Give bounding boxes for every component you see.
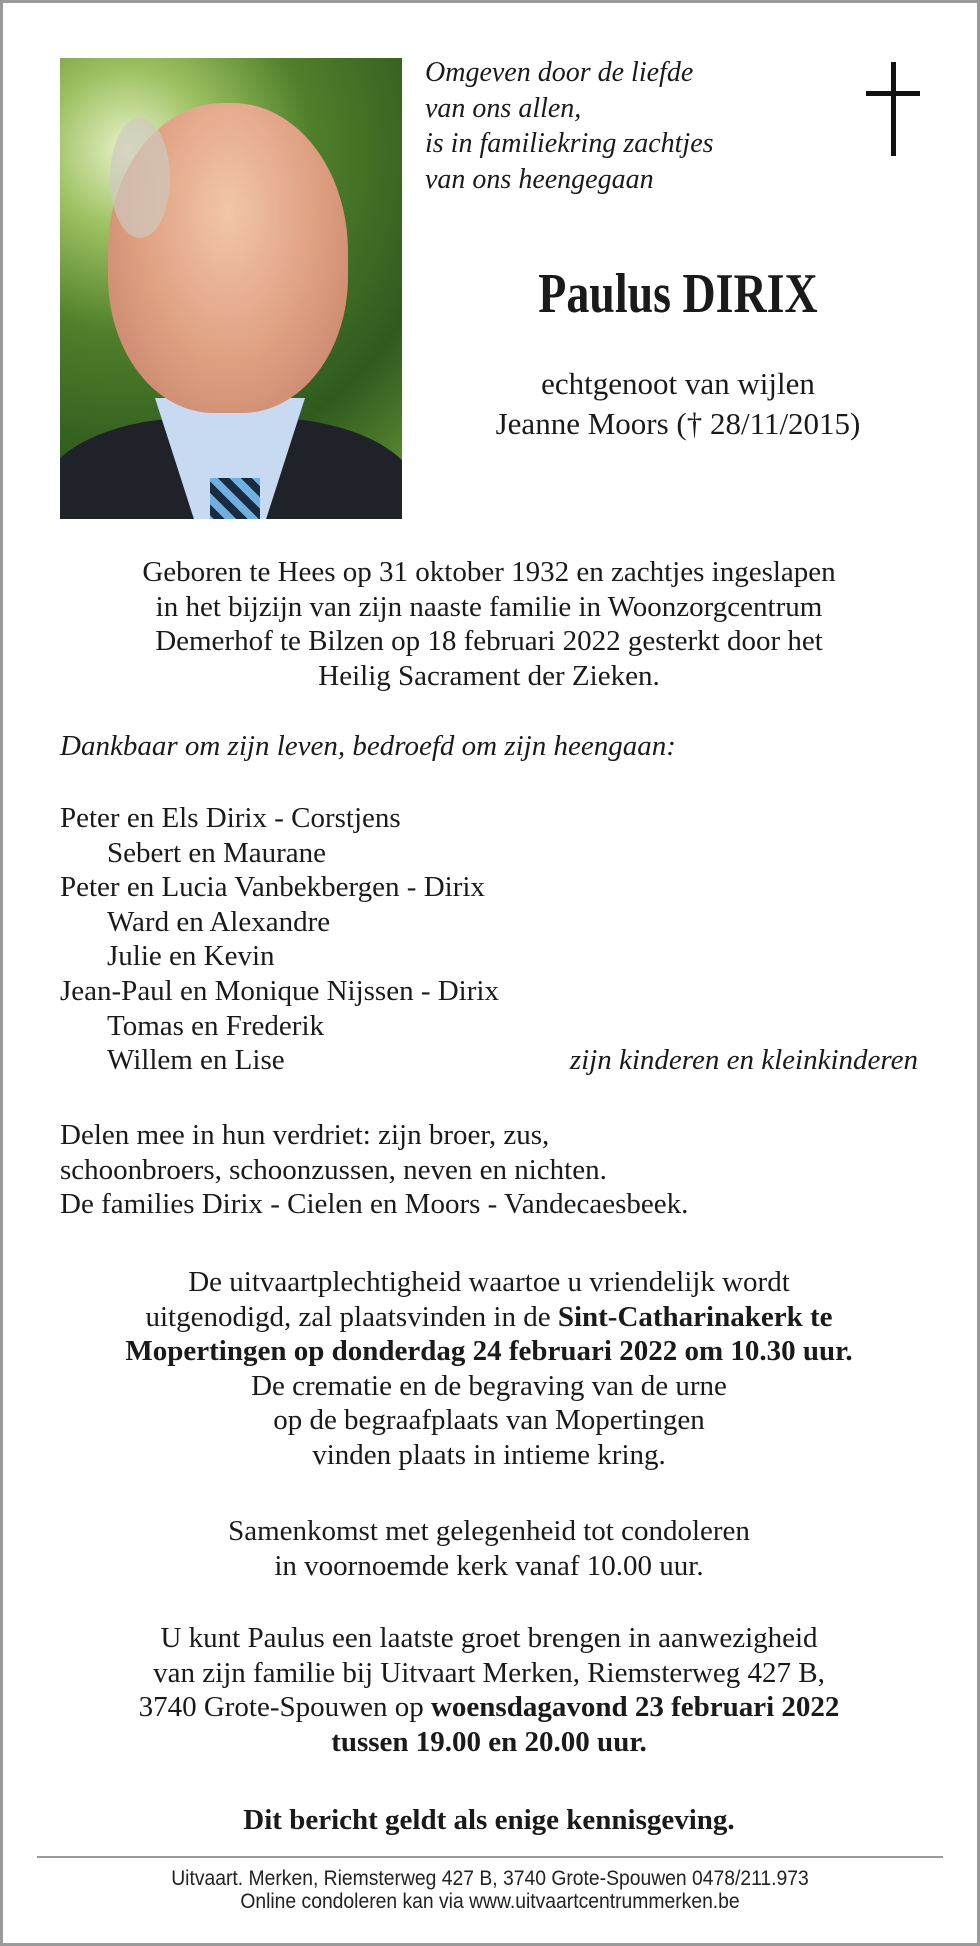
family-member: Willem en Lise [107,1044,285,1077]
spouse-info [402,364,954,444]
spouse-line: Jeanne Moors († 28/11/2015) [495,406,861,441]
poem-line: Omgeven door de liefde [425,57,694,88]
divider [37,1856,943,1858]
text-line: vinden plaats in intieme kring. [312,1438,666,1471]
text-line: De families Dirix - Cielen en Moors - Vandecaesbeek. [60,1188,689,1221]
text-line [60,1690,918,1725]
relatives-paragraph [60,1118,918,1222]
family-member: Peter en Lucia Vanbekbergen - Dirix [60,871,485,904]
funeral-home-address: Uitvaart. Merken, Riemsterweg 427 B, 3740 Grote-Spouwen 0478/211.973 [171,1867,809,1890]
text-line: Samenkomst met gelegenheid tot condoleren [228,1515,750,1547]
family-list [60,801,918,1078]
text-line [60,1300,918,1335]
family-member: Jean-Paul en Monique Nijssen - Dirix [60,974,499,1007]
photo-tie [210,478,260,519]
text-line: De uitvaartplechtigheid waartoe u vriendelijk wordt [188,1266,790,1298]
church-name: Sint-Catharinakerk te [557,1300,833,1333]
poem-line: van ons heengegaan [425,163,654,195]
text-line: schoonbroers, schoonzussen, neven en nichten. [60,1153,607,1186]
footer [73,1867,907,1913]
family-member-row [60,1043,918,1078]
visit-time: tussen 19.00 en 20.00 uur. [331,1725,647,1758]
portrait-photo [60,58,402,519]
birth-death-paragraph [60,555,918,693]
text-line: van zijn familie bij Uitvaart Merken, Riemsterweg 427 B, [153,1656,825,1689]
text-segment: uitgenodigd, zal plaatsvinden in de [145,1300,558,1333]
family-member: Ward en Alexandre [107,905,331,938]
visit-date: woensdagavond 23 februari 2022 [430,1691,840,1724]
text-line: Delen mee in hun verdriet: zijn broer, zus, [60,1119,550,1151]
family-member: Julie en Kevin [107,940,275,973]
notice: Dit bericht geldt als enige kennisgeving. [243,1804,735,1836]
grateful-line: Dankbaar om zijn leven, bedroefd om zijn heengaan: [60,730,676,762]
text-segment: 3740 Grote-Spouwen op [138,1691,431,1724]
photo-hair [110,118,170,238]
deceased-name: Paulus DIRIX [538,263,818,325]
text-line: Demerhof te Bilzen op 18 februari 2022 gesterkt door het [155,625,823,658]
poem [425,55,714,197]
online-condolence-link[interactable]: Online condoleren kan via www.uitvaartcentrummerken.be [240,1890,740,1913]
text-line: U kunt Paulus een laatste groet brengen in aanwezigheid [160,1622,818,1654]
family-note: zijn kinderen en kleinkinderen [569,1044,918,1077]
spouse-line: echtgenoot van wijlen [541,366,815,401]
visit-paragraph [60,1621,918,1759]
gathering-paragraph [60,1514,918,1583]
poem-line: van ons allen, [425,92,582,124]
ceremony-date: Mopertingen op donderdag 24 februari 2022 om 10.30 uur. [125,1335,853,1368]
text-line: De crematie en de begraving van de urne [251,1369,727,1402]
latin-cross-icon [866,62,920,156]
text-line: op de begraafplaats van Mopertingen [273,1404,705,1437]
text-line: in het bijzijn van zijn naaste familie in Woonzorgcentrum [155,590,823,623]
family-member: Tomas en Frederik [107,1009,325,1042]
text-line: in voornoemde kerk vanaf 10.00 uur. [274,1549,704,1582]
poem-line: is in familiekring zachtjes [425,128,714,159]
text-line: Heilig Sacrament der Zieken. [318,659,660,692]
family-member: Sebert en Maurane [107,836,327,869]
ceremony-paragraph [60,1265,918,1473]
family-member: Peter en Els Dirix - Corstjens [60,802,401,834]
text-line: Geboren te Hees op 31 oktober 1932 en zachtjes ingeslapen [142,556,836,588]
